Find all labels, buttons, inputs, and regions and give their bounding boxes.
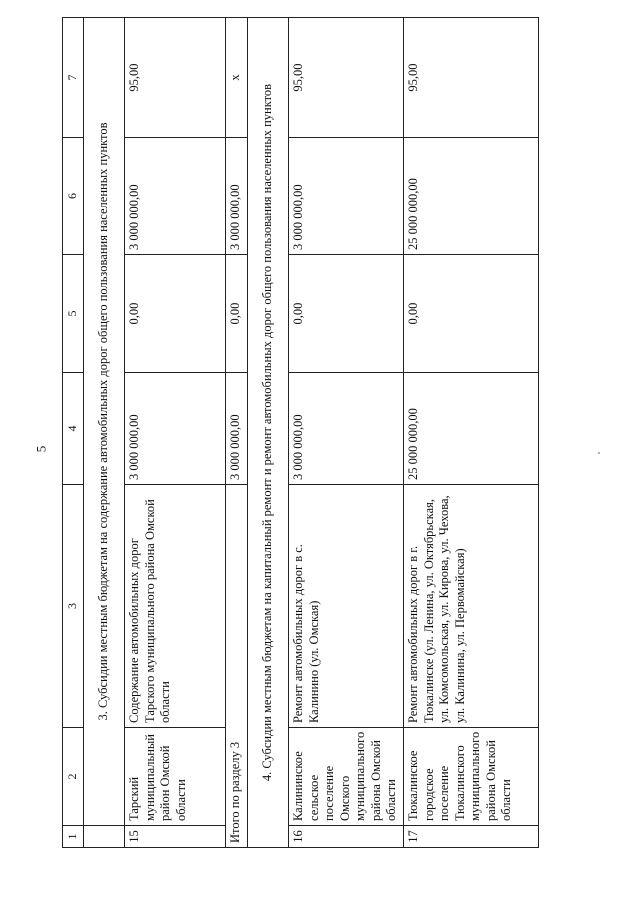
section-4-title: 4. Субсидии местным бюджетам на капитальный ремонт и ремонт автомобильных дорог общего пользования населенных пунктов — [248, 18, 289, 848]
row-number: 15 — [125, 826, 226, 848]
amount-cell: 3 000 000,00 — [226, 373, 248, 485]
amount-cell: 25 000 000,00 — [404, 138, 539, 255]
amount-cell: 3 000 000,00 — [226, 138, 248, 255]
percent-cell: 95,00 — [125, 18, 226, 138]
amount-cell: 0,00 — [226, 255, 248, 373]
recipient-cell: Тюкалинское городское поселение Тюкалинского муниципального района Омской области — [404, 728, 539, 826]
purpose-cell: Ремонт автомобильных дорог в с. Калинино (ул. Омская) — [289, 485, 404, 728]
col-number: 6 — [63, 138, 84, 255]
percent-cell: 95,00 — [289, 18, 404, 138]
amount-cell: 3 000 000,00 — [125, 373, 226, 485]
section-3-row — [84, 18, 125, 848]
purpose-cell: Ремонт автомобильных дорог в г. Тюкалинске (ул. Ленина, ул. Октябрьская, ул. Комсомольская, ул. Кирова, ул. Чехова, ул. Калинина, ул. Первомайская) — [404, 485, 539, 728]
table-row — [125, 18, 226, 848]
col-number: 1 — [63, 826, 84, 848]
table-row — [404, 18, 539, 848]
subsidy-table — [62, 17, 539, 848]
amount-cell: 3 000 000,00 — [289, 138, 404, 255]
recipient-cell: Калининское сельское поселение Омского муниципального района Омской области — [289, 728, 404, 826]
row-number: 16 — [289, 826, 404, 848]
amount-cell: 0,00 — [125, 255, 226, 373]
col-number: 5 — [63, 255, 84, 373]
percent-cell: 95,00 — [404, 18, 539, 138]
section-4-row — [248, 18, 289, 848]
amount-cell: 3 000 000,00 — [289, 373, 404, 485]
col-number: 4 — [63, 373, 84, 485]
amount-cell: 0,00 — [404, 255, 539, 373]
amount-cell: 0,00 — [289, 255, 404, 373]
col-number: 7 — [63, 18, 84, 138]
table-row — [289, 18, 404, 848]
recipient-cell: Тарский муниципальный район Омской области — [125, 728, 226, 826]
scan-speck — [598, 452, 600, 454]
total-row — [226, 18, 248, 848]
purpose-cell: Содержание автомобильных дорог Тарского муниципального района Омской области — [125, 485, 226, 728]
row-number: 17 — [404, 826, 539, 848]
page-number: 5 — [33, 445, 49, 453]
section-3-title: 3. Субсидии местным бюджетам на содержание автомобильных дорог общего пользования населенных пунктов — [84, 18, 125, 826]
total-label: Итого по разделу 3 — [226, 485, 248, 848]
amount-cell: 25 000 000,00 — [404, 373, 539, 485]
column-number-row — [63, 18, 84, 848]
col-number: 3 — [63, 485, 84, 728]
rotated-table-container — [62, 18, 616, 848]
section-blank — [84, 826, 125, 848]
col-number: 2 — [63, 728, 84, 826]
percent-cell: x — [226, 18, 248, 138]
amount-cell: 3 000 000,00 — [125, 138, 226, 255]
